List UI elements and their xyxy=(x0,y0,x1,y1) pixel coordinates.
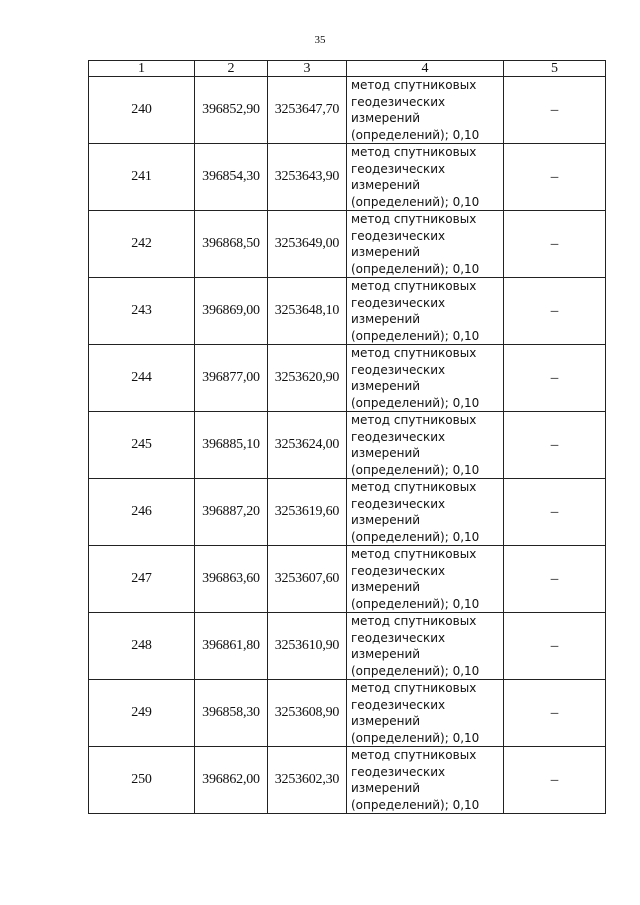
method-line: геодезических xyxy=(351,94,446,109)
dash-placeholder: – xyxy=(550,436,559,453)
method-line: (определений); 0,10 xyxy=(351,127,480,142)
coordinate-x: 396861,80 xyxy=(195,613,268,680)
method-line: геодезических xyxy=(351,630,446,645)
method-description xyxy=(347,613,504,680)
method-description xyxy=(347,345,504,412)
point-number: 250 xyxy=(89,747,195,814)
method-line: геодезических xyxy=(351,429,446,444)
method-line: метод спутниковых xyxy=(351,346,477,360)
table-row xyxy=(89,747,606,814)
table-row xyxy=(89,479,606,546)
method-line: (определений); 0,10 xyxy=(351,529,480,544)
method-line: метод спутниковых xyxy=(351,279,477,293)
note-cell xyxy=(504,680,606,747)
point-number: 244 xyxy=(89,345,195,412)
coordinate-x: 396852,90 xyxy=(195,77,268,144)
point-number: 247 xyxy=(89,546,195,613)
dash-placeholder: – xyxy=(550,101,559,118)
note-cell xyxy=(504,546,606,613)
method-description xyxy=(347,680,504,747)
method-description xyxy=(347,412,504,479)
method-line: измерений xyxy=(351,714,421,728)
method-line: измерений xyxy=(351,580,421,594)
table-row xyxy=(89,144,606,211)
header-col-2: 2 xyxy=(195,61,268,77)
method-description xyxy=(347,479,504,546)
method-line: геодезических xyxy=(351,496,446,511)
method-line: метод спутниковых xyxy=(351,748,477,762)
method-description xyxy=(347,77,504,144)
note-cell xyxy=(504,412,606,479)
method-line: измерений xyxy=(351,245,421,259)
dash-placeholder: – xyxy=(550,369,559,386)
dash-placeholder: – xyxy=(550,235,559,252)
method-line: (определений); 0,10 xyxy=(351,730,480,745)
dash-placeholder: – xyxy=(550,704,559,721)
point-number: 240 xyxy=(89,77,195,144)
dash-placeholder: – xyxy=(550,570,559,587)
header-col-4: 4 xyxy=(347,61,504,77)
method-line: измерений xyxy=(351,513,421,527)
header-col-3: 3 xyxy=(268,61,347,77)
method-line: метод спутниковых xyxy=(351,480,477,494)
table-row xyxy=(89,345,606,412)
coordinate-y: 3253607,60 xyxy=(268,546,347,613)
coordinate-y: 3253610,90 xyxy=(268,613,347,680)
note-cell xyxy=(504,278,606,345)
coordinate-y: 3253649,00 xyxy=(268,211,347,278)
method-line: измерений xyxy=(351,379,421,393)
coordinate-y: 3253643,90 xyxy=(268,144,347,211)
dash-placeholder: – xyxy=(550,503,559,520)
coordinate-x: 396868,50 xyxy=(195,211,268,278)
coordinate-y: 3253619,60 xyxy=(268,479,347,546)
coordinate-x: 396858,30 xyxy=(195,680,268,747)
header-col-5: 5 xyxy=(504,61,606,77)
table-row xyxy=(89,278,606,345)
method-line: (определений); 0,10 xyxy=(351,797,480,812)
method-line: геодезических xyxy=(351,362,446,377)
point-number: 242 xyxy=(89,211,195,278)
method-line: измерений xyxy=(351,111,421,125)
table-row xyxy=(89,613,606,680)
coordinate-x: 396885,10 xyxy=(195,412,268,479)
point-number: 245 xyxy=(89,412,195,479)
note-cell xyxy=(504,144,606,211)
note-cell xyxy=(504,613,606,680)
table-row xyxy=(89,546,606,613)
method-line: (определений); 0,10 xyxy=(351,194,480,209)
method-line: геодезических xyxy=(351,228,446,243)
method-description xyxy=(347,278,504,345)
header-col-1: 1 xyxy=(89,61,195,77)
method-line: измерений xyxy=(351,781,421,795)
coordinate-x: 396854,30 xyxy=(195,144,268,211)
coordinate-x: 396887,20 xyxy=(195,479,268,546)
method-line: геодезических xyxy=(351,161,446,176)
point-number: 246 xyxy=(89,479,195,546)
method-line: (определений); 0,10 xyxy=(351,462,480,477)
coordinate-y: 3253608,90 xyxy=(268,680,347,747)
method-line: измерений xyxy=(351,312,421,326)
method-line: (определений); 0,10 xyxy=(351,261,480,276)
coordinate-x: 396877,00 xyxy=(195,345,268,412)
point-number: 243 xyxy=(89,278,195,345)
table-row xyxy=(89,412,606,479)
method-line: метод спутниковых xyxy=(351,547,477,561)
coordinate-x: 396863,60 xyxy=(195,546,268,613)
note-cell xyxy=(504,479,606,546)
table-row xyxy=(89,211,606,278)
method-description xyxy=(347,144,504,211)
note-cell xyxy=(504,211,606,278)
method-line: (определений); 0,10 xyxy=(351,663,480,678)
method-line: метод спутниковых xyxy=(351,145,477,159)
table-row xyxy=(89,680,606,747)
table-body xyxy=(89,77,606,814)
method-line: метод спутниковых xyxy=(351,681,477,695)
method-line: метод спутниковых xyxy=(351,614,477,628)
coordinate-y: 3253624,00 xyxy=(268,412,347,479)
coordinate-y: 3253648,10 xyxy=(268,278,347,345)
table-header-row xyxy=(89,61,606,77)
method-line: метод спутниковых xyxy=(351,78,477,92)
coordinate-y: 3253647,70 xyxy=(268,77,347,144)
method-line: метод спутниковых xyxy=(351,212,477,226)
method-line: геодезических xyxy=(351,697,446,712)
method-description xyxy=(347,546,504,613)
note-cell xyxy=(504,77,606,144)
method-line: измерений xyxy=(351,647,421,661)
method-line: измерений xyxy=(351,446,421,460)
point-number: 249 xyxy=(89,680,195,747)
method-description xyxy=(347,211,504,278)
coordinate-x: 396869,00 xyxy=(195,278,268,345)
note-cell xyxy=(504,345,606,412)
coordinate-y: 3253602,30 xyxy=(268,747,347,814)
method-line: измерений xyxy=(351,178,421,192)
coordinate-y: 3253620,90 xyxy=(268,345,347,412)
dash-placeholder: – xyxy=(550,302,559,319)
method-line: геодезических xyxy=(351,563,446,578)
point-number: 248 xyxy=(89,613,195,680)
coordinate-x: 396862,00 xyxy=(195,747,268,814)
coordinates-table xyxy=(88,60,606,814)
point-number: 241 xyxy=(89,144,195,211)
dash-placeholder: – xyxy=(550,637,559,654)
method-description xyxy=(347,747,504,814)
method-line: (определений); 0,10 xyxy=(351,596,480,611)
method-line: геодезических xyxy=(351,764,446,779)
note-cell xyxy=(504,747,606,814)
table-row xyxy=(89,77,606,144)
dash-placeholder: – xyxy=(550,168,559,185)
method-line: метод спутниковых xyxy=(351,413,477,427)
method-line: (определений); 0,10 xyxy=(351,328,480,343)
method-line: (определений); 0,10 xyxy=(351,395,480,410)
dash-placeholder: – xyxy=(550,771,559,788)
method-line: геодезических xyxy=(351,295,446,310)
page-number: 35 xyxy=(314,34,326,46)
